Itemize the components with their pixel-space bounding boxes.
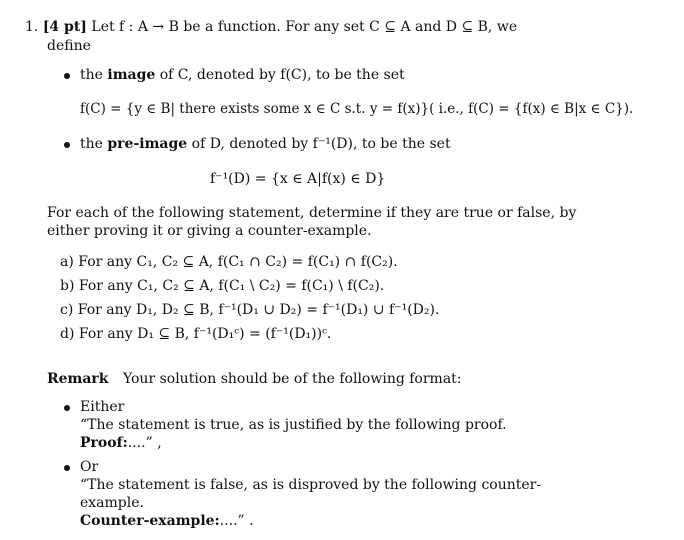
problem-header: [25, 18, 517, 36]
task-line-2: either proving it or giving a counter-example.: [47, 223, 372, 239]
statement-text: For any C₁, C₂ ⊆ A, f(C₁ \ C₂) = f(C₁) \ f(C₂).: [78, 278, 385, 294]
preimage-rest: of D, denoted by f⁻¹(D), to be the set: [191, 136, 451, 152]
remark-heading: Remark: [47, 371, 109, 387]
preimage-definition: [80, 135, 451, 153]
false-statement-line-1: “The statement is false, as is disproved by the following counter-: [80, 477, 542, 493]
remark: [47, 370, 462, 388]
proof-label: Proof:: [80, 435, 128, 451]
statement-label: c): [60, 302, 74, 318]
image-term: image: [107, 67, 156, 83]
proof-tail: ....” ,: [127, 435, 162, 451]
preimage-formula: f⁻¹(D) = {x ∈ A|f(x) ∈ D}: [210, 171, 386, 187]
bullet-icon: [64, 73, 70, 79]
statement-label: d): [60, 326, 75, 342]
true-statement-line: “The statement is true, as is justified by the following proof.: [80, 417, 507, 433]
task-line-1: For each of the following statement, determine if they are true or false, by: [47, 205, 577, 221]
counter-example-tail: ....” .: [219, 513, 254, 529]
problem-intro-line-1: Let f : A → B be a function. For any set C ⊆ A and D ⊆ B, we: [91, 19, 518, 35]
false-statement-line-2: example.: [80, 495, 144, 511]
counter-example-line: [80, 512, 254, 530]
bullet-icon: [64, 465, 70, 471]
proof-line: [80, 434, 162, 452]
image-prefix: the: [80, 67, 103, 83]
statement-b: [60, 277, 384, 295]
remark-text: Your solution should be of the following format:: [122, 371, 462, 387]
bullet-icon: [64, 405, 70, 411]
statement-label: b): [60, 278, 75, 294]
counter-example-label: Counter-example:: [80, 513, 220, 529]
preimage-prefix: the: [80, 136, 103, 152]
statement-c: [60, 301, 439, 319]
problem-number: 1.: [25, 19, 39, 35]
statement-label: a): [60, 254, 74, 270]
image-definition: [80, 66, 405, 84]
preimage-term: pre-image: [107, 136, 188, 152]
statement-d: [60, 325, 331, 343]
option-either: Either: [80, 399, 125, 415]
statement-text: For any D₁ ⊆ B, f⁻¹(D₁ᶜ) = (f⁻¹(D₁))ᶜ.: [78, 326, 332, 342]
image-rest: of C, denoted by f(C), to be the set: [159, 67, 405, 83]
statement-a: [60, 253, 398, 271]
problem-intro-line-2: define: [47, 38, 91, 54]
statement-text: For any D₁, D₂ ⊆ B, f⁻¹(D₁ ∪ D₂) = f⁻¹(D₁) ∪ f⁻¹(D₂).: [77, 302, 440, 318]
problem-points: [4 pt]: [42, 19, 87, 35]
statement-text: For any C₁, C₂ ⊆ A, f(C₁ ∩ C₂) = f(C₁) ∩ f(C₂).: [78, 254, 398, 270]
bullet-icon: [64, 142, 70, 148]
image-formula: f(C) = {y ∈ B| there exists some x ∈ C s.t. y = f(x)}( i.e., f(C) = {f(x) ∈ B|x ∈ C}).: [80, 101, 634, 117]
option-or: Or: [80, 459, 99, 475]
